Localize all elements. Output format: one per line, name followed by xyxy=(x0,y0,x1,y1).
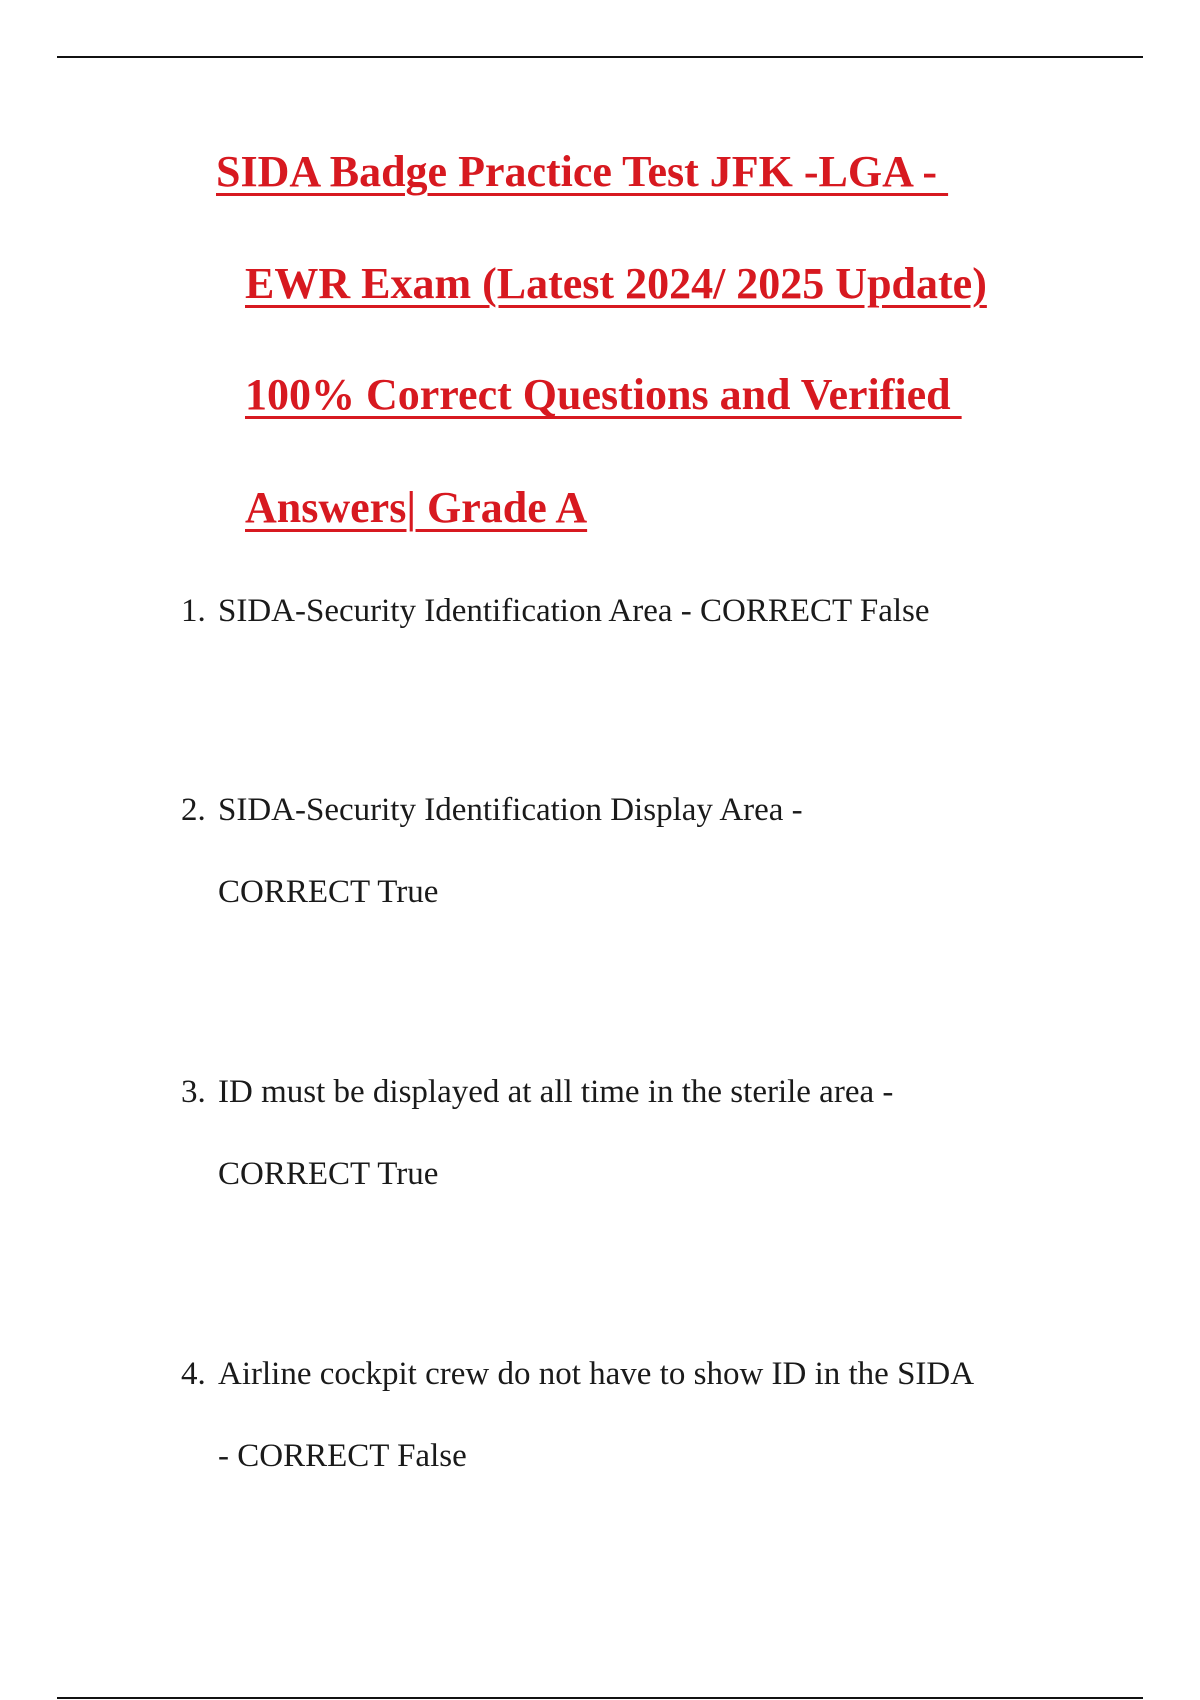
question-text: ID must be displayed at all time in the sterile area - xyxy=(218,1074,894,1110)
document-title-line-1: SIDA Badge Practice Test JFK -LGA - xyxy=(216,147,949,196)
question-text: SIDA-Security Identification Area - CORRECT False xyxy=(218,593,930,629)
question-number: 2. xyxy=(181,792,206,828)
question-answer: - CORRECT False xyxy=(218,1438,467,1474)
question-text: SIDA-Security Identification Display Area - xyxy=(218,792,803,828)
question-text: Airline cockpit crew do not have to show ID in the SIDA xyxy=(218,1356,975,1392)
question-number: 4. xyxy=(181,1356,206,1392)
question-number: 3. xyxy=(181,1074,206,1110)
question-answer: CORRECT True xyxy=(218,1156,439,1192)
document-title-line-2: EWR Exam (Latest 2024/ 2025 Update) xyxy=(245,259,987,308)
document-title-line-4: Answers| Grade A xyxy=(245,483,588,532)
document-title-line-3: 100% Correct Questions and Verified xyxy=(245,370,962,419)
question-number: 1. xyxy=(181,593,206,629)
question-answer: CORRECT True xyxy=(218,874,439,910)
bottom-divider xyxy=(57,1697,1143,1699)
top-divider xyxy=(57,56,1143,58)
